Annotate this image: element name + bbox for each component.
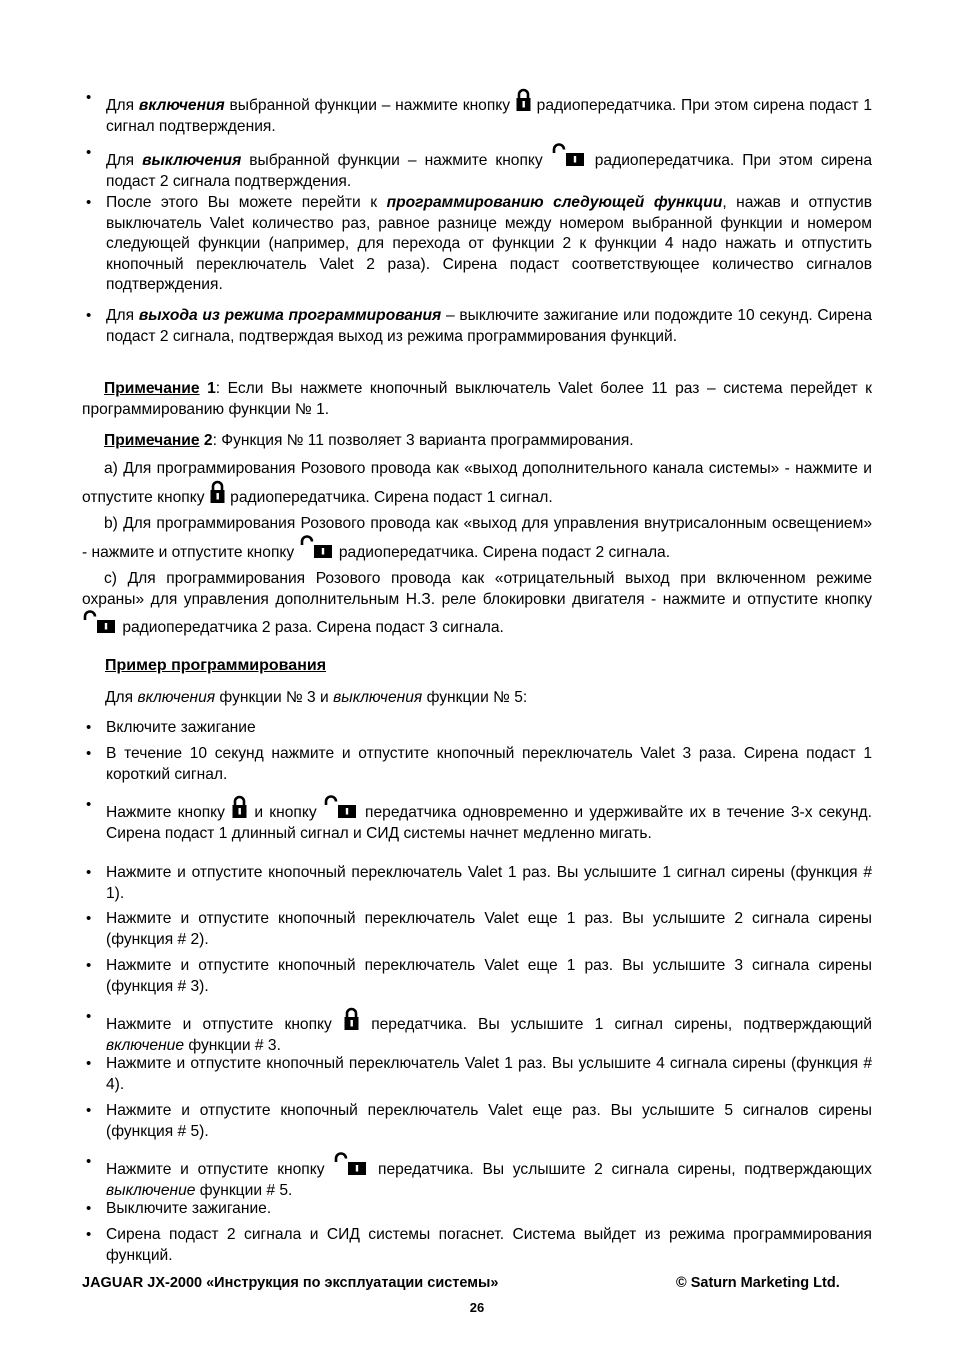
unlock-button-icon [82,610,118,634]
step-12: • Сирена подаст 2 сигнала и СИД системы погаснет. Система выйдет из режима программирования функций. [106,1225,872,1266]
lock-button-icon [515,88,532,112]
lock-button-icon [231,795,248,819]
bullet-disable-function: • Для выключения выбранной функции – нажмите кнопку радиопередатчика. При этом сирена подаст 2 сигнала подтверждения. [106,143,872,192]
lock-button-icon [209,480,226,504]
step-8: • Нажмите и отпустите кнопочный переключатель Valet 1 раз. Вы услышите 4 сигнала сирены (функция # 4). [106,1054,872,1095]
note-1: Примечание 1: Если Вы нажмете кнопочный выключатель Valet более 11 раз – система перейдет к программированию функции № 1. [82,380,872,418]
bullet-enable-function: • Для включения выбранной функции – нажмите кнопку радиопередатчика. При этом сирена подаст 1 сигнал подтверждения. [106,88,872,137]
step-4: • Нажмите и отпустите кнопочный переключатель Valet 1 раз. Вы услышите 1 сигнал сирены (функция # 1). [106,863,872,904]
step-9: • Нажмите и отпустите кнопочный переключатель Valet еще раз. Вы услышите 5 сигналов сирены (функция # 5). [106,1101,872,1142]
step-10: • Нажмите и отпустите кнопку передатчика. Вы услышите 2 сигнала сирены, подтверждающих выключение функции # 5. [106,1152,872,1201]
footer-copyright: © Saturn Marketing Ltd. [676,1275,840,1291]
step-2: • В течение 10 секунд нажмите и отпустите кнопочный переключатель Valet 3 раза. Сирена подаст 1 короткий сигнал. [106,744,872,785]
unlock-button-icon [333,1152,369,1176]
note-2: Примечание 2: Функция № 11 позволяет 3 варианта программирования. [104,432,634,449]
step-7: • Нажмите и отпустите кнопку передатчика. Вы услышите 1 сигнал сирены, подтверждающий включение функции # 3. [106,1007,872,1056]
bullet-next-function: • После этого Вы можете перейти к программированию следующей функции, нажав и отпустив выключатель Valet количество раз, равное разнице между номером выбранной функции и номером следующей функции (например, для перехода от функции 2 к функции 4 надо нажать и отпустить кнопочный переключатель Valet 2 раза). Сирена подаст соответствующее количество сигналов подтверждения. [106,193,872,296]
example-intro: Для включения функции № 3 и выключения функции № 5: [105,689,528,706]
unlock-button-icon [551,143,587,167]
page-number: 26 [469,1300,485,1315]
variant-a: а) Для программирования Розового провода как «выход дополнительного канала системы» - нажмите и отпустите кнопку радиопередатчика. Сирена подаст 1 сигнал. [82,460,872,506]
bullet-exit-programming: • Для выхода из режима программирования – выключите зажигание или подождите 10 секунд. Сирена подаст 2 сигнала, подтверждая выход из режима программирования функций. [106,306,872,347]
step-1: • Включите зажигание [106,718,872,739]
step-5: • Нажмите и отпустите кнопочный переключатель Valet еще 1 раз. Вы услышите 2 сигнала сирены (функция # 2). [106,909,872,950]
unlock-button-icon [323,795,359,819]
section-heading: Пример программирования [105,657,327,674]
footer-title: JAGUAR JX-2000 «Инструкция по эксплуатации системы» [82,1275,499,1291]
unlock-button-icon [299,535,335,559]
variant-c: c) Для программирования Розового провода как «отрицательный выход при включенном режиме охраны» для управления дополнительным Н.З. реле блокировки двигателя - нажмите и отпустите кнопку радиопередатчика 2 раза. Сирена подаст 3 сигнала. [82,570,872,636]
step-11: • Выключите зажигание. [106,1199,872,1220]
variant-b: b) Для программирования Розового провода как «выход для управления внутрисалонным освещением» - нажмите и отпустите кнопку радиопередатчика. Сирена подаст 2 сигнала. [82,515,872,561]
step-6: • Нажмите и отпустите кнопочный переключатель Valet еще 1 раз. Вы услышите 3 сигнала сирены (функция # 3). [106,956,872,997]
lock-button-icon [343,1007,360,1031]
step-3: • Нажмите кнопку и кнопку передатчика одновременно и удерживайте их в течение 3-х секунд. Сирена подаст 1 длинный сигнал и СИД системы начнет медленно мигать. [106,795,872,844]
